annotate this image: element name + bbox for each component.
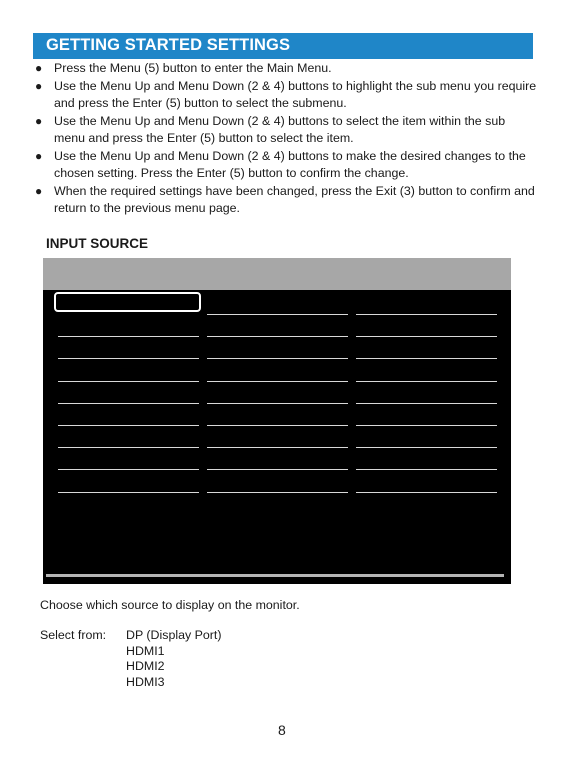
osd-menu-line: [58, 358, 199, 359]
osd-menu-line: [356, 403, 497, 404]
osd-menu-line: [356, 381, 497, 382]
osd-menu-line: [207, 314, 348, 315]
bullet-icon: ●: [35, 183, 43, 198]
list-item: ● Use the Menu Up and Menu Down (2 & 4) buttons to highlight the sub menu you require and press the Enter (5) button to select the submenu.: [35, 78, 537, 110]
osd-menu-line: [356, 447, 497, 448]
source-option: HDMI2: [126, 659, 165, 673]
osd-header-bar: [43, 258, 511, 290]
bullet-icon: ●: [35, 61, 43, 75]
description-text: Choose which source to display on the monitor.: [40, 598, 300, 612]
osd-menu-line: [58, 492, 199, 493]
osd-menu-line: [207, 381, 348, 382]
osd-menu-line: [58, 425, 199, 426]
list-item: ● When the required settings have been changed, press the Exit (3) button to confirm and return to the previous menu page.: [35, 183, 535, 215]
source-option: HDMI3: [126, 674, 165, 689]
list-item: ● Press the Menu (5) button to enter the Main Menu.: [32, 60, 537, 78]
osd-menu-line: [356, 425, 497, 426]
list-item: ● Use the Menu Up and Menu Down (2 & 4) buttons to make the desired changes to the chosen setting. Press the Enter (5) button to confirm the change.: [35, 148, 526, 180]
bullet-icon: ●: [35, 78, 43, 93]
osd-menu-line: [58, 381, 199, 382]
osd-menu-line: [356, 336, 497, 337]
osd-menu-line: [207, 336, 348, 337]
osd-bottom-bar: [46, 574, 504, 577]
source-option: HDMI1: [126, 643, 165, 658]
source-option-list: [126, 628, 221, 690]
banner-title: GETTING STARTED SETTINGS: [46, 36, 291, 54]
osd-menu-line: [356, 314, 497, 315]
list-item: ● Use the Menu Up and Menu Down (2 & 4) buttons to select the item within the sub menu and press the Enter (5) button to select the item.: [35, 113, 506, 145]
osd-menu-line: [207, 403, 348, 404]
osd-menu-line: [58, 403, 199, 404]
section-title: INPUT SOURCE: [46, 236, 149, 251]
source-option: DP (Display Port): [126, 628, 222, 642]
section-banner: [33, 33, 533, 59]
osd-menu-line: [207, 447, 348, 448]
osd-menu-line: [58, 336, 199, 337]
osd-selection-highlight: [54, 292, 201, 312]
osd-menu-line: [207, 469, 348, 470]
select-label: Select from:: [40, 628, 107, 642]
bullet-icon: ●: [35, 113, 43, 128]
osd-menu-line: [207, 492, 348, 493]
osd-menu-line: [58, 447, 199, 448]
osd-menu-screenshot: [43, 258, 511, 584]
osd-menu-line: [207, 358, 348, 359]
osd-menu-line: [58, 469, 199, 470]
instruction-list: [32, 60, 537, 218]
osd-menu-line: [356, 492, 497, 493]
bullet-icon: ●: [35, 148, 43, 163]
osd-menu-line: [356, 358, 497, 359]
osd-menu-line: [356, 469, 497, 470]
page-number: 8: [278, 722, 286, 738]
osd-menu-line: [207, 425, 348, 426]
